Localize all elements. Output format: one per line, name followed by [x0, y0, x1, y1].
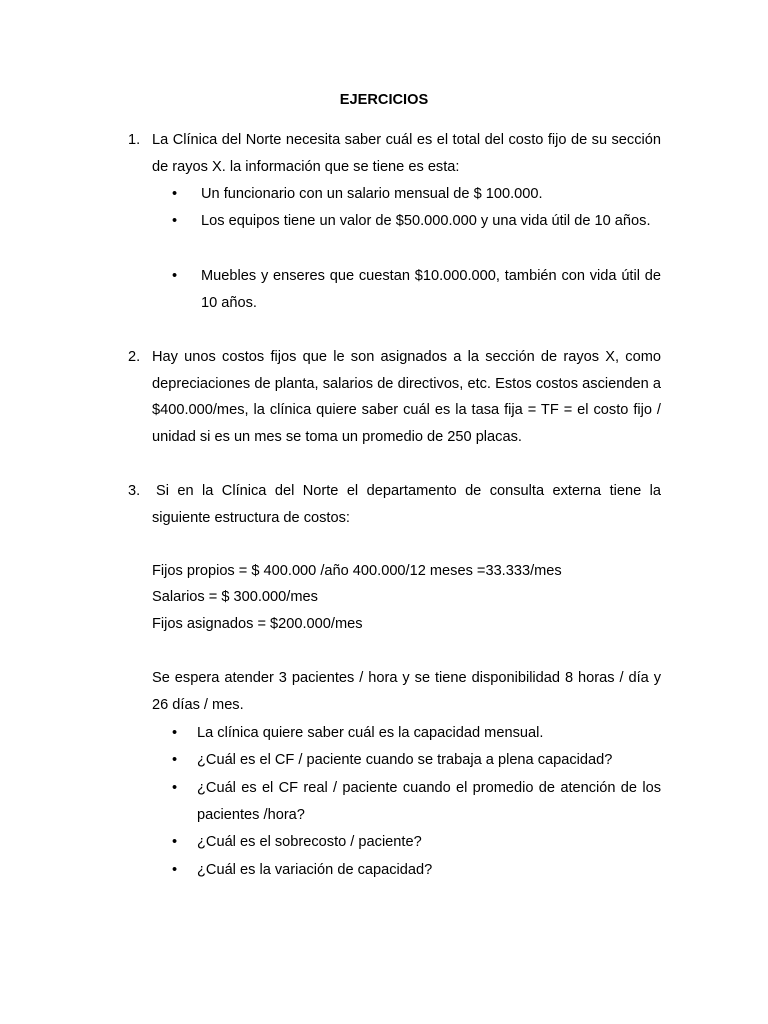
exercise-3-expectation: Se espera atender 3 pacientes / hora y se tiene disponibilidad 8 horas / día y 26 días / mes. — [152, 670, 661, 713]
cost-line-fijos-propios: Fijos propios = $ 400.000 /año 400.000/12 meses =33.333/mes — [152, 563, 562, 579]
exercise-3-bullet-5: ¿Cuál es la variación de capacidad? — [197, 862, 433, 878]
exercise-1-text: La Clínica del Norte necesita saber cuál es el total del costo fijo de su sección de rayos X. la información que se tiene es esta: — [152, 132, 661, 175]
cost-line-salarios: Salarios = $ 300.000/mes — [152, 589, 318, 605]
exercise-2-text: Hay unos costos fijos que le son asignados a la sección de rayos X, como depreciaciones de planta, salarios de directivos, etc. Estos costos ascienden a $400.000/mes, la clínica quiere saber cuál es la tasa fija = TF = el costo fijo / unidad si es un mes se toma un promedio de 250 placas. — [152, 349, 661, 445]
bullet-icon: • — [172, 725, 178, 741]
exercise-3-number: 3. — [128, 483, 141, 499]
bullet-icon: • — [172, 780, 178, 796]
exercise-3-bullet-2: ¿Cuál es el CF / paciente cuando se trabaja a plena capacidad? — [197, 752, 613, 768]
bullet-icon: • — [172, 834, 178, 850]
bullet-icon: • — [172, 268, 178, 284]
exercise-3-bullet-1: La clínica quiere saber cuál es la capacidad mensual. — [197, 725, 544, 741]
exercise-3-bullet-4: ¿Cuál es el sobrecosto / paciente? — [197, 834, 422, 850]
exercise-1-bullet-1: Un funcionario con un salario mensual de $ 100.000. — [201, 186, 543, 202]
exercise-3-text: Si en la Clínica del Norte el departamento de consulta externa tiene la siguiente estructura de costos: — [152, 483, 661, 526]
bullet-icon: • — [172, 186, 178, 202]
exercise-1-bullet-3: Muebles y enseres que cuestan $10.000.000, también con vida útil de 10 años. — [201, 268, 661, 311]
cost-line-fijos-asignados: Fijos asignados = $200.000/mes — [152, 616, 363, 632]
bullet-icon: • — [172, 213, 178, 229]
document-title: EJERCICIOS — [339, 92, 429, 108]
bullet-icon: • — [172, 862, 178, 878]
exercise-3-bullet-3: ¿Cuál es el CF real / paciente cuando el promedio de atención de los pacientes /hora? — [197, 780, 661, 823]
exercise-1-number: 1. — [128, 132, 141, 148]
bullet-icon: • — [172, 752, 178, 768]
exercise-2-number: 2. — [128, 349, 141, 365]
exercise-1-bullet-2: Los equipos tiene un valor de $50.000.000 y una vida útil de 10 años. — [201, 213, 651, 229]
